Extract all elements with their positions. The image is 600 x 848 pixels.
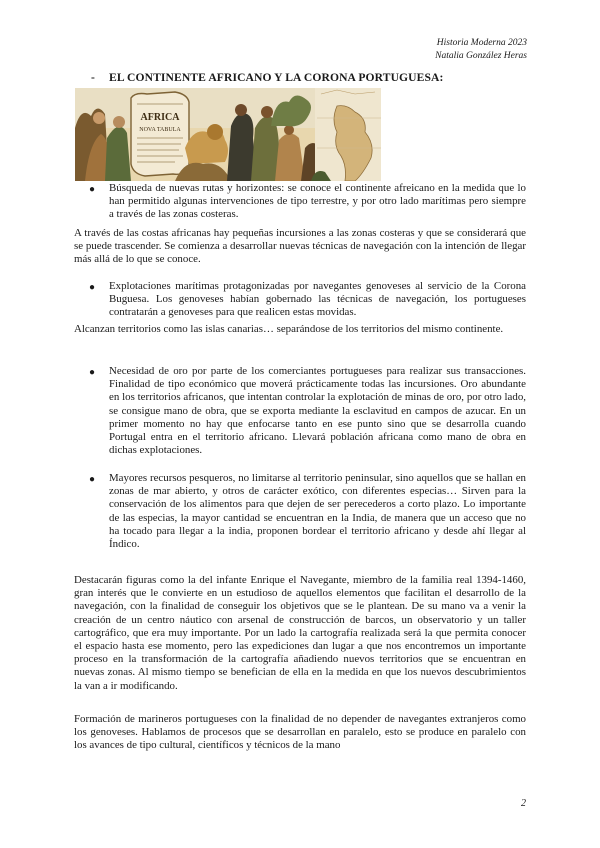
bullet-marker: ●: [89, 367, 96, 378]
map-illustration-svg: [75, 88, 381, 181]
bullet-marker: ●: [89, 282, 96, 293]
heading-dash: -: [91, 71, 95, 84]
africa-map-illustration: [75, 88, 381, 181]
section-heading: [91, 71, 443, 84]
page-header: [435, 37, 527, 63]
section-title: EL CONTINENTE AFRICANO Y LA CORONA PORTUGUESA:: [109, 71, 444, 84]
list-item-genoese-explorations: Explotaciones marítimas protagonizadas por navegantes genoveses al servicio de la Corona Buguesa. Los genoveses habían gobernado las técnicas de navegación, los portugueses contratarán a genoveses para que realicen estas movidas.: [109, 280, 526, 319]
header-course: Historia Moderna 2023: [436, 38, 527, 48]
paragraph-enrique-navegante: Destacarán figuras como la del infante Enrique el Navegante, miembro de la familia real 1394-1460, gran interés que le convierte en un estudioso de aquellos elementos que facilitan el desarrollo de la navegación, con la finalidad de conseguir los objetivos que se le plantean. De su mano va a venir la creación de un centro náutico con arsenal de construcción de barcos, un observatorio y un taller cartográfico, que era muy importante. Por un lado la cartografía realizada será la que permita conocer el espacio hasta ese momento, pero las expediciones dan lugar a que nos encontremos un importante proceso en la transformación de la cartografía añadiendo nuevos territorios que se encuentran en nuevas zonas. Al mismo tiempo se benefician de ella en la medida en que los nuevos descubrimientos la van a ir modificando.: [74, 574, 526, 692]
paragraph-canary-islands: Alcanzan territorios como las islas canarias… separándose de los territorios del mismo continente.: [74, 323, 504, 335]
paragraph-portuguese-sailors: Formación de marineros portugueses con la finalidad de no depender de navegantes extranjeros como los genoveses. Hablamos de procesos que se desarrollan en paralelo, esto se produce en paralelo con los avances de tipo cultural, científicos y técnicos de la mano: [74, 713, 526, 752]
paragraph-african-coasts: A través de las costas africanas hay pequeñas incursiones a las zonas costeras y que se considerará que se puede trascender. Se comienza a desarrollar nuevas técnicas de navegación con la intención de llegar más allá de lo que se conoce.: [74, 227, 526, 266]
cartouche: [131, 92, 189, 176]
list-item-fishing-spices: Mayores recursos pesqueros, no limitarse al territorio peninsular, sino aquellos que se hallan en zonas de mar abierto, y otros de carácter exótico, con diferentes especias… Sirven para la conservación de los alimentos para que dejen de ser perecederos a corto plazo. Lo importante de las especias, la mayor cantidad se encuentran en la India, de manera que un acceso que no ha tocado para llegar a la india, proponen bordear el territorio africano y desde ahí llegar al Índico.: [109, 472, 526, 551]
page-number: 2: [521, 798, 526, 809]
header-author: Natalia González Heras: [435, 51, 527, 61]
bullet-marker: ●: [89, 184, 96, 195]
list-item-new-routes: Búsqueda de nuevas rutas y horizontes: se conoce el continente afreicano en la medida que lo han permitido algunas intervenciones de tipo terrestre, y por otro lado marítimas pero siempre a través de las zonas costeras.: [109, 182, 526, 221]
cartouche-subtitle: NOVA TABULA: [139, 127, 181, 133]
list-item-gold-need: Necesidad de oro por parte de los comerciantes portugueses para realizar sus transacciones. Finalidad de tipo económico que moverá prácticamente todas las incursiones. Oro abundante en los territorios africanos, que intentan controlar la explotación de minas de oro, por otro lado, se consigue mano de obra, que se exporta mediante la esclavitud en campos de azucar. En un primer momento no hay que enfocarse tanto en ese punto sino que se desarrolla cuando Portugal entra en el territorio africano. Llevará población africana como mano de obra en dichas explotaciones.: [109, 365, 526, 457]
bullet-marker: ●: [89, 474, 96, 485]
cartouche-title: AFRICA: [140, 112, 180, 123]
